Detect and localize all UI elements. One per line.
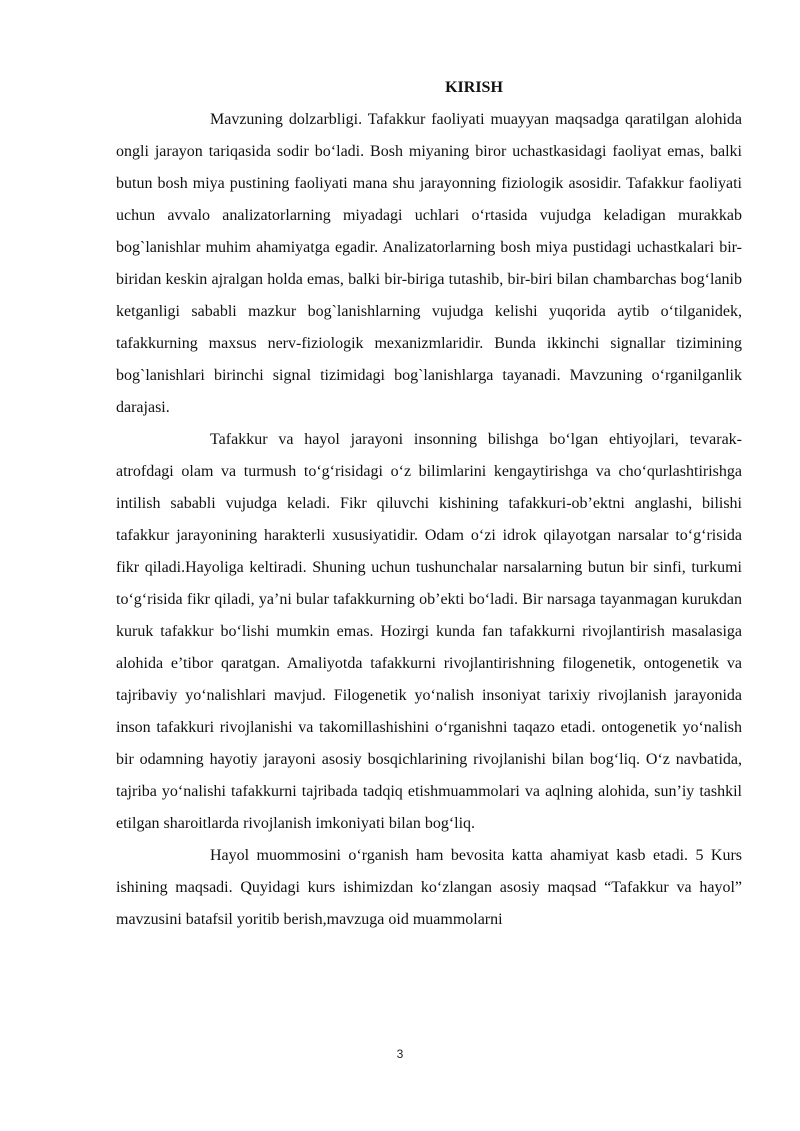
section-heading: KIRISH <box>445 79 503 96</box>
paragraph-thinking-imagination: Tafakkur va hayol jarayoni insonning bilishga bo‘lgan ehtiyojlari, tevarak- atrofdagi olam va turmush to‘g‘risidagi o‘z bilimlarini kengaytirishga va cho‘qurlashtirishga intilish sababli vujudga keladi. Fikr qiluvchi kishining tafakkuri-ob’ektni anglashi, bilishi tafakkur jarayonining harakterli xususiyatidir. Odam o‘zi idrok qilayotgan narsalar to‘g‘risida fikr qiladi.Hayoliga keltiradi. Shuning uchun tushunchalar narsalarning butun bir sinfi, turkumi to‘g‘risida fikr qiladi, ya’ni bular tafakkurning ob’ekti bo‘ladi. Bir narsaga tayanmagan kurukdan kuruk tafakkur bo‘lishi mumkin emas. Hozirgi kunda fan tafakkurni rivojlantirish masalasiga alohida e’tibor qaratgan. Amaliyotda tafakkurni rivojlantirishning filogenetik, ontogenetik va tajribaviy yo‘nalishlari mavjud. Filogenetik yo‘nalish insoniyat tarixiy rivojlanish jarayonida inson tafakkuri rivojlanishi va takomillashishini o‘rganishni taqazo etadi. ontogenetik yo‘nalish bir odamning hayotiy jarayoni asosiy bosqichlarining rivojlanishi bilan bog‘liq. O‘z navbatida, tajriba yo‘nalishi tafakkurni tajribada tadqiq etishmuammolari va aqlning alohida, sun’iy tashkil etilgan sharoitlarda rivojlanish imkoniyati bilan bog‘liq. <box>116 431 742 832</box>
page-number: 3 <box>396 1047 404 1061</box>
document-body <box>116 72 742 936</box>
paragraph-course-goal: Hayol muommosini o‘rganish ham bevosita katta ahamiyat kasb etadi. 5 Kurs ishining maqsadi. Quyidagi kurs ishimizdan ko‘zlangan asosiy maqsad “Tafakkur va hayol” mavzusini batafsil yoritib berish,mavzuga oid muammolarni <box>116 847 742 928</box>
paragraph-relevance: Mavzuning dolzarbligi. Tafakkur faoliyati muayyan maqsadga qaratilgan alohida ongli jarayon tariqasida sodir bo‘ladi. Bosh miyaning biror uchastkasidagi faoliyat emas, balki butun bosh miya pustining faoliyati mana shu jarayonning fiziologik asosidir. Tafakkur faoliyati uchun avvalo analizatorlarning miyadagi uchlari o‘rtasida vujudga keladigan murakkab bog`lanishlar muhim ahamiyatga egadir. Analizatorlarning bosh miya pustidagi uchastkalari bir-biridan keskin ajralgan holda emas, balki bir-biriga tutashib, bir-biri bilan chambarchas bog‘lanib ketganligi sababli mazkur bog`lanishlarning vujudga kelishi yuqorida aytib o‘tilganidek, tafakkurning maxsus nerv-fiziologik mexanizmlaridir. Bunda ikkinchi signallar tizimining bog`lanishlari birinchi signal tizimidagi bog`lanishlarga tayanadi. Mavzuning o‘rganilganlik darajasi. <box>116 111 742 416</box>
